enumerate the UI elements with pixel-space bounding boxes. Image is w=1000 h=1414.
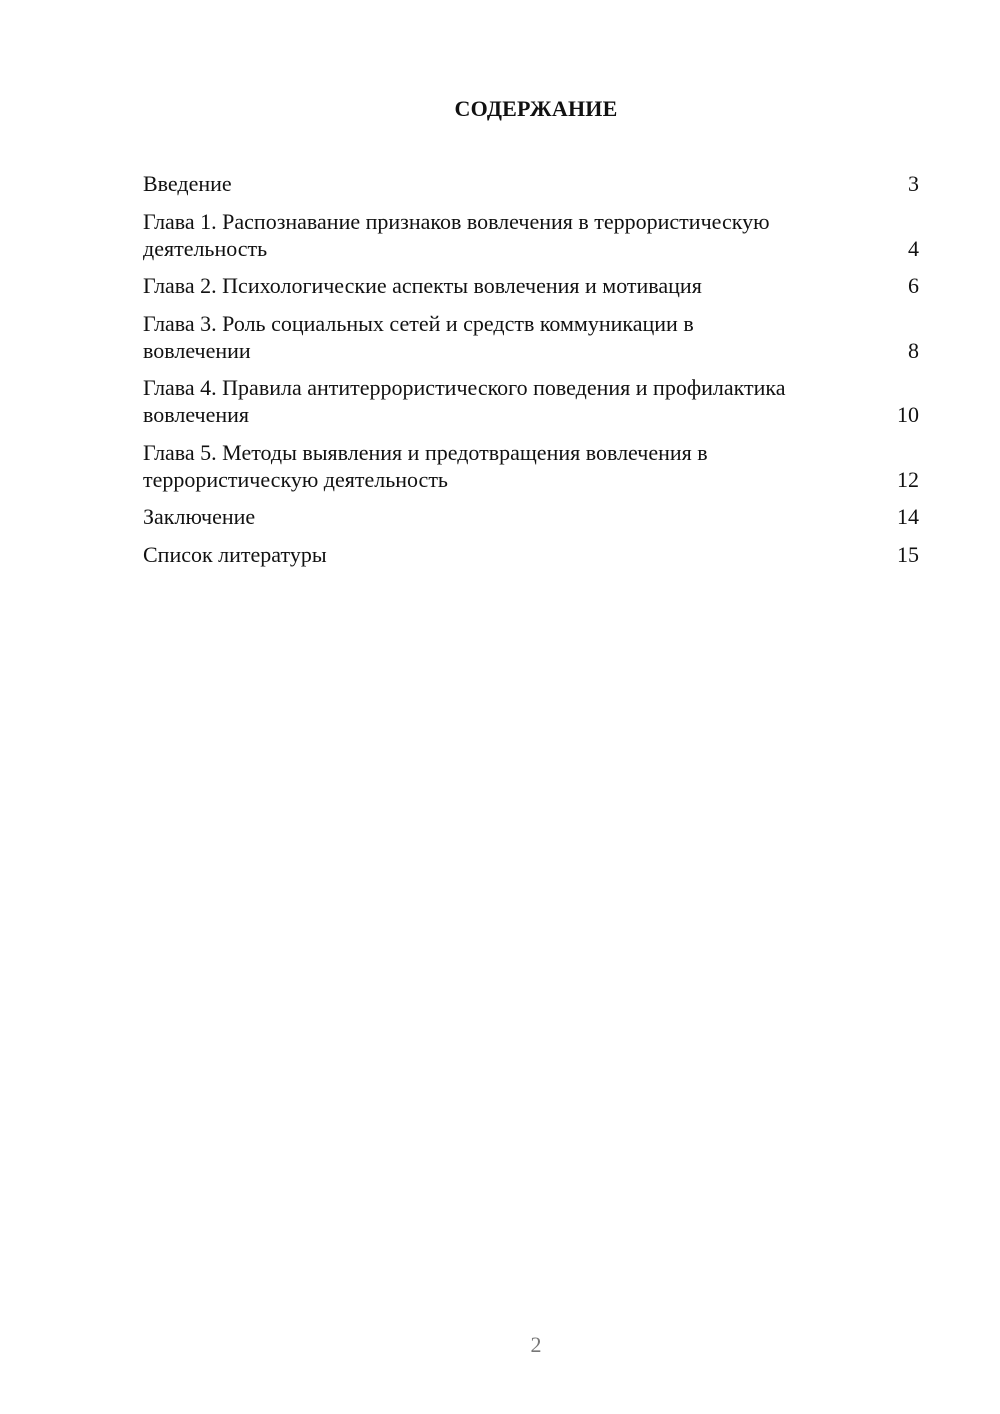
toc-entry-page: 4 — [908, 235, 919, 261]
toc-entry-chapter-1[interactable] — [143, 208, 919, 262]
toc-entry-chapter-3[interactable] — [143, 310, 919, 364]
toc-entry-page: 14 — [897, 504, 919, 529]
toc-entry-chapter-2[interactable] — [143, 272, 919, 299]
toc-entry-page: 10 — [897, 402, 919, 427]
toc-entry-chapter-5[interactable] — [143, 439, 919, 493]
table-of-contents — [143, 170, 919, 578]
toc-entry-page: 8 — [908, 337, 919, 363]
page-number: 2 — [530, 1332, 542, 1357]
toc-entry-text: Глава 4. Правила антитеррористического поведения и профилактика вовлечения — [143, 375, 786, 427]
toc-entry-introduction[interactable] — [143, 170, 919, 197]
toc-entry-page: 3 — [908, 171, 919, 196]
toc-entry-text: Глава 1. Распознавание признаков вовлечения в террористическую деятельность — [143, 208, 770, 261]
toc-entry-page: 12 — [897, 466, 919, 492]
toc-entry-page: 15 — [897, 541, 919, 567]
toc-entry-text: Заключение — [143, 504, 256, 529]
toc-entry-conclusion[interactable] — [143, 503, 919, 530]
toc-entry-text: Глава 3. Роль социальных сетей и средств коммуникации в вовлечении — [143, 310, 694, 363]
toc-entry-text: Глава 5. Методы выявления и предотвращения вовлечения в террористическую деятельность — [143, 439, 708, 492]
toc-title: СОДЕРЖАНИЕ — [454, 96, 618, 121]
toc-entry-text: Глава 2. Психологические аспекты вовлечения и мотивация — [143, 273, 702, 298]
toc-entry-chapter-4[interactable] — [143, 374, 919, 428]
toc-entry-bibliography[interactable] — [143, 541, 919, 568]
toc-entry-text: Введение — [143, 171, 232, 196]
toc-entry-text: Список литературы — [143, 541, 327, 567]
toc-entry-page: 6 — [908, 273, 919, 298]
